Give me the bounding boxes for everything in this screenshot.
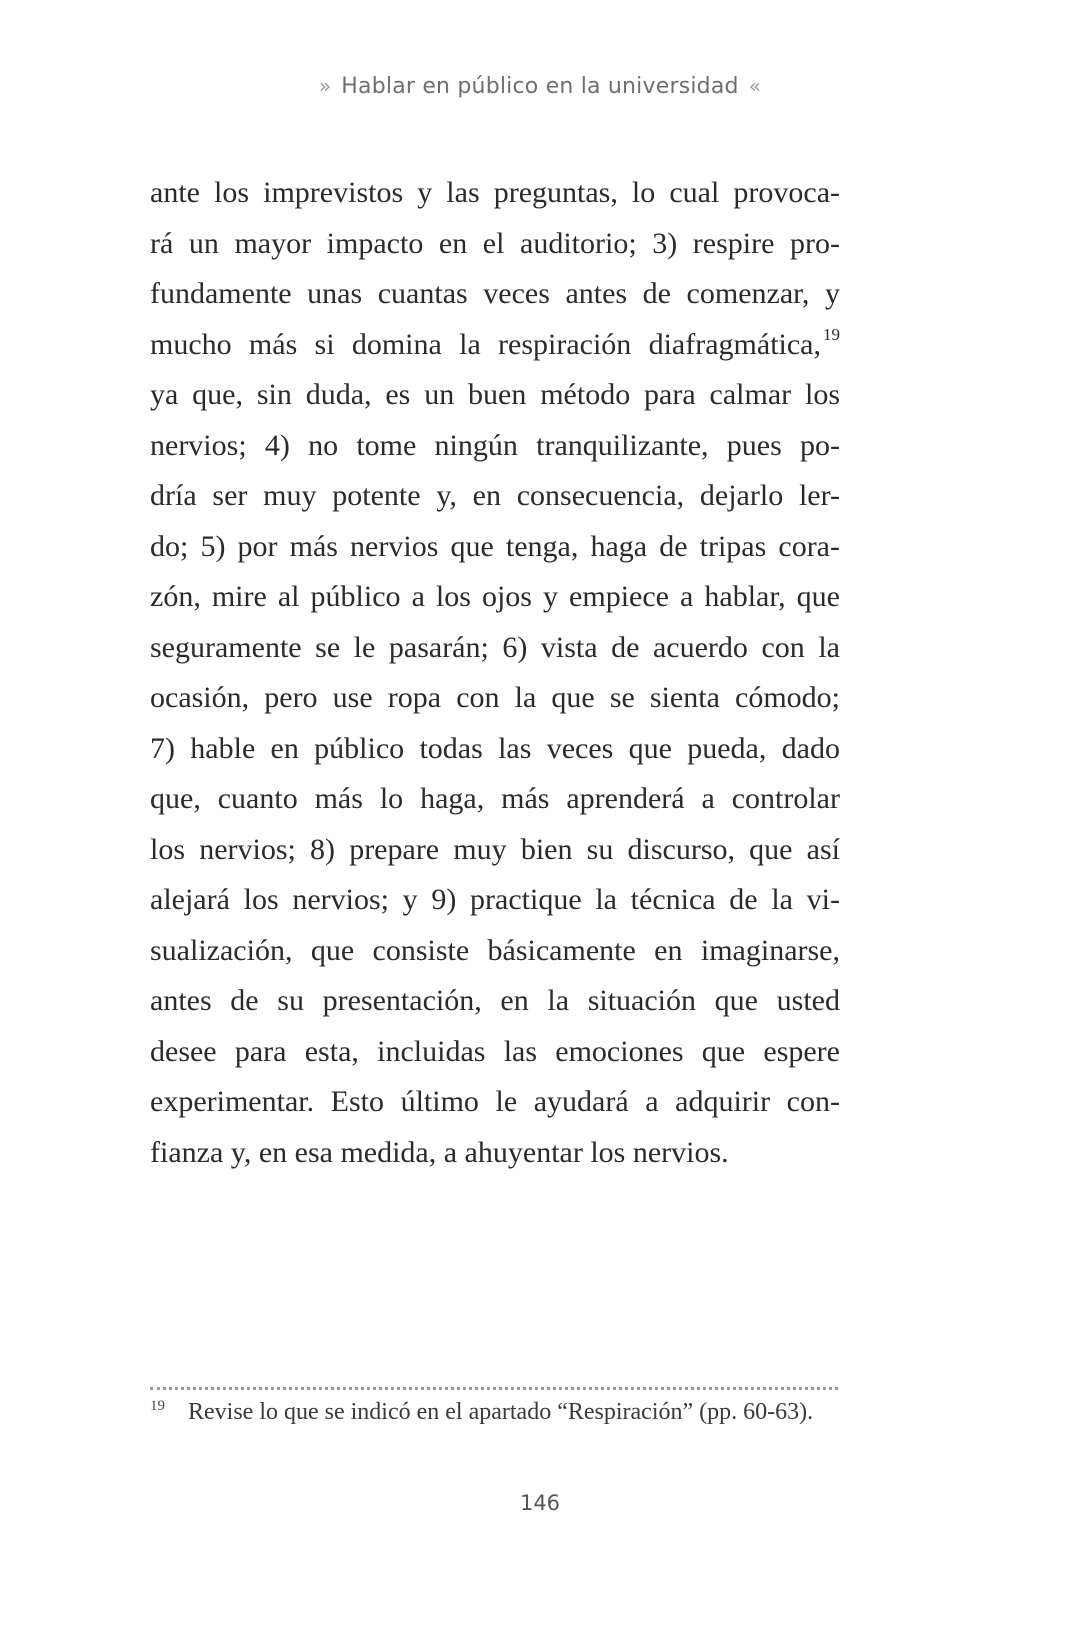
body-line: experimentar. Esto último le ayudará a adquirir con- — [150, 1085, 840, 1118]
body-line: desee para esta, incluidas las emociones que espere — [150, 1034, 840, 1068]
header-left-mark: » — [318, 74, 332, 98]
body-line: antes de su presentación, en la situación que usted — [150, 984, 840, 1017]
header-title: Hablar en público en la universidad — [341, 74, 739, 99]
running-header — [0, 74, 1080, 99]
body-line: do; 5) por más nervios que tenga, haga de tripas cora- — [150, 529, 840, 563]
footnote-text: Revise lo que se indicó en el apartado “Respiración” (pp. 60-63). — [188, 1399, 814, 1425]
body-line: dría ser muy potente y, en consecuencia, dejarlo ler- — [150, 479, 840, 512]
body-line-text: mucho más si domina la respiración diafragmática, — [150, 327, 821, 361]
footnote-reference: 19 — [823, 324, 840, 344]
body-line: los nervios; 8) prepare muy bien su discurso, que así — [150, 832, 840, 866]
body-line: alejará los nervios; y 9) practique la técnica de la vi- — [150, 883, 840, 916]
body-line: sualización, que consiste básicamente en imaginarse, — [150, 933, 840, 967]
body-line: 7) hable en público todas las veces que pueda, dado — [150, 731, 840, 765]
body-line: nervios; 4) no tome ningún tranquilizante, pues po- — [150, 428, 840, 462]
body-line-with-footnote — [150, 320, 840, 371]
header-right-mark: « — [748, 74, 762, 98]
body-line: fianza y, en esa medida, a ahuyentar los nervios. — [150, 1135, 729, 1169]
body-text — [150, 168, 840, 1178]
footnote — [150, 1398, 840, 1426]
body-line: que, cuanto más lo haga, más aprenderá a controlar — [150, 782, 840, 815]
body-line: rá un mayor impacto en el auditorio; 3) respire pro- — [150, 226, 840, 260]
body-line: zón, mire al público a los ojos y empiece a hablar, que — [150, 580, 840, 613]
body-line: seguramente se le pasarán; 6) vista de acuerdo con la — [150, 630, 840, 664]
body-line: fundamente unas cuantas veces antes de comenzar, y — [150, 277, 840, 310]
body-line: ya que, sin duda, es un buen método para calmar los — [150, 378, 840, 411]
body-line: ocasión, pero use ropa con la que se sienta cómodo; — [150, 681, 840, 714]
page-number: 146 — [519, 1491, 561, 1515]
body-line: ante los imprevistos y las preguntas, lo cual provoca- — [150, 176, 840, 209]
footnote-divider — [150, 1387, 838, 1390]
footnote-number: 19 — [150, 1398, 165, 1414]
